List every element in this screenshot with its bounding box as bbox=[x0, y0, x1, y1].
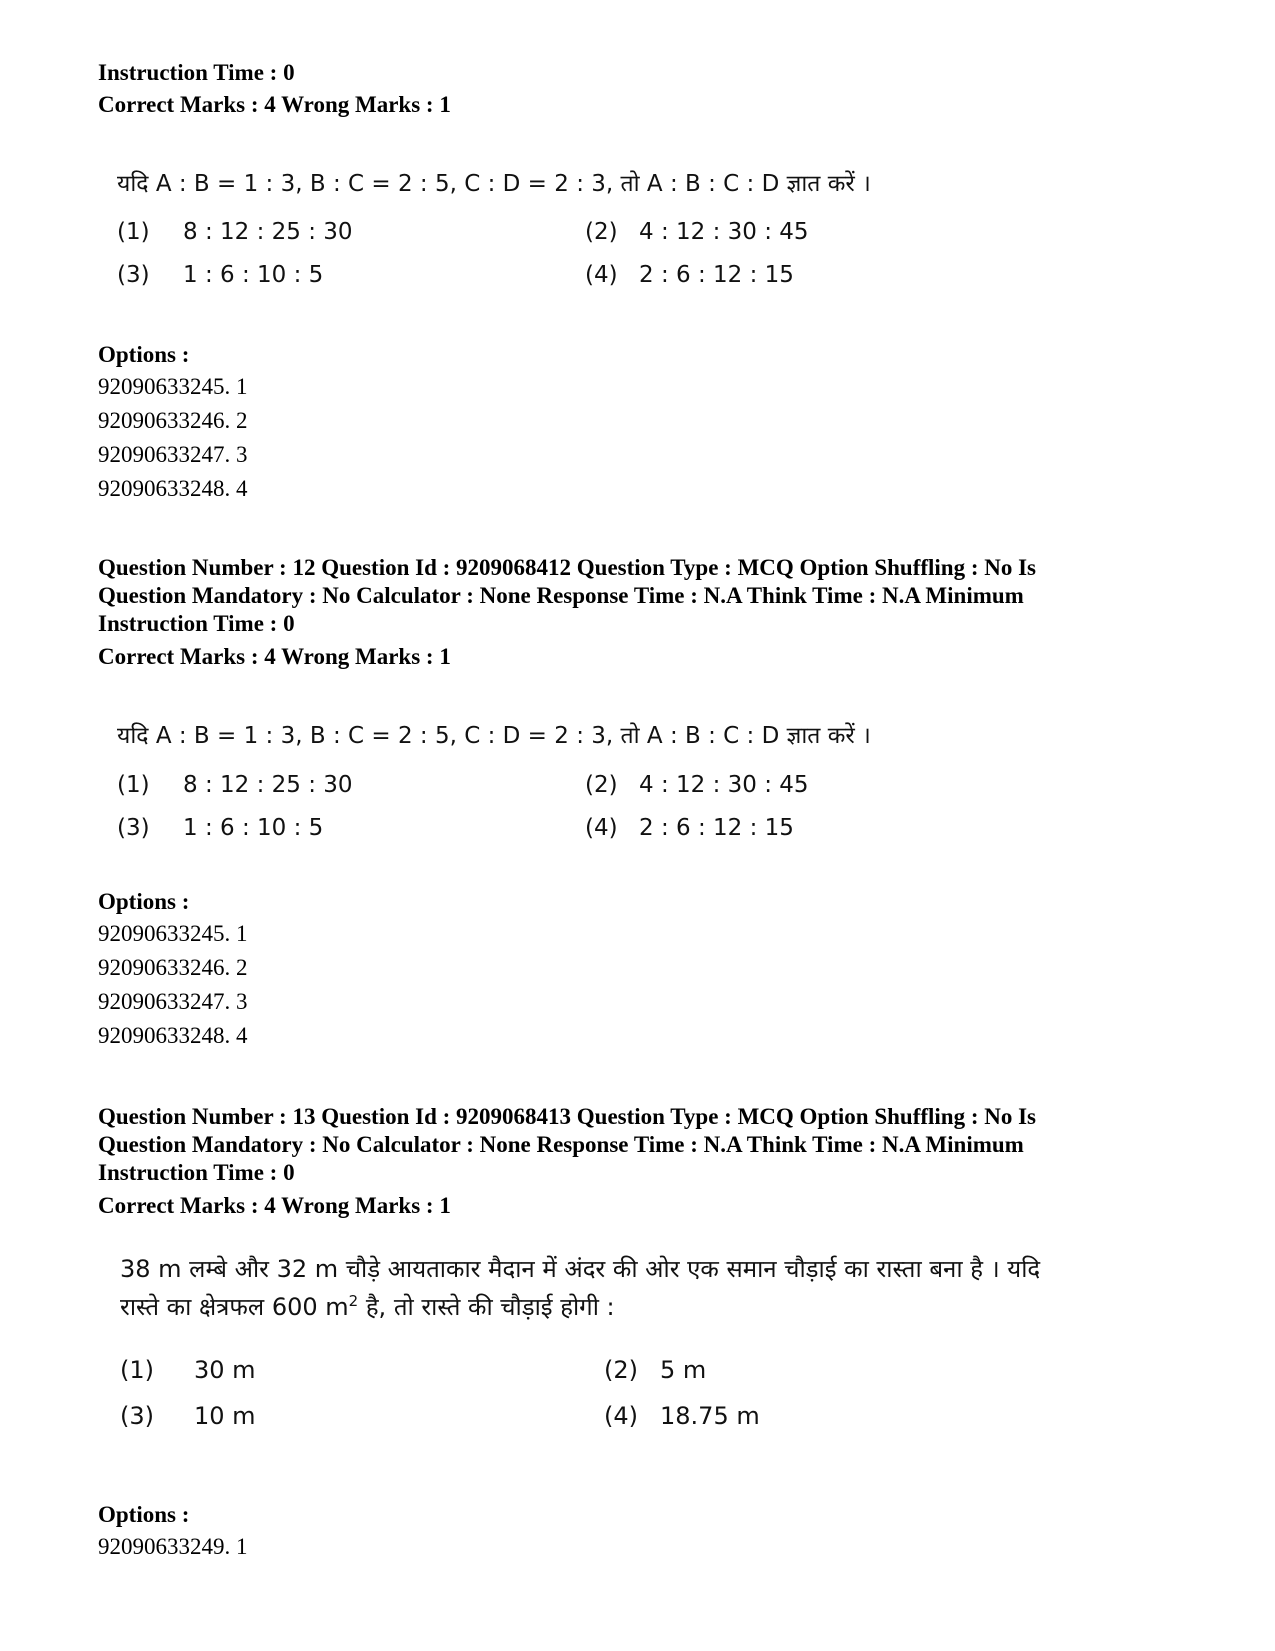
question-text-line2: रास्ते का क्षेत्रफल 600 $m^2$ है, तो रास्ते की चौड़ाई होगी : bbox=[120, 1292, 615, 1321]
options-label: Options : bbox=[98, 889, 190, 914]
instruction-time: Instruction Time : 0 bbox=[98, 60, 295, 85]
choice-2: (2) 4 : 12 : 30 : 45 bbox=[585, 772, 809, 798]
choice-4: (4) 18.75 m bbox=[604, 1402, 760, 1430]
question-header-line1: Question Number : 13 Question Id : 9209068413 Question Type : MCQ Option Shuffling : No Is bbox=[98, 1104, 1037, 1129]
instruction-time: Instruction Time : 0 bbox=[98, 611, 295, 636]
option-item: 92090633246. 2 bbox=[98, 408, 248, 433]
question-text: यदि A : B = 1 : 3, B : C = 2 : 5, C : D = 2 : 3, तो A : B : C : D ज्ञात करें । bbox=[117, 723, 871, 749]
instruction-time: Instruction Time : 0 bbox=[98, 1160, 295, 1185]
option-item: 92090633248. 4 bbox=[98, 1023, 248, 1048]
question-header-line2: Question Mandatory : No Calculator : None Response Time : N.A Think Time : N.A Minimum bbox=[98, 1132, 1024, 1157]
question-text-line1: 38 m लम्बे और 32 m चौड़े आयताकार मैदान में अंदर की ओर एक समान चौड़ाई का रास्ता बना है । यदि bbox=[120, 1255, 1041, 1283]
option-item: 92090633248. 4 bbox=[98, 476, 248, 501]
choice-4: (4) 2 : 6 : 12 : 15 bbox=[585, 262, 794, 288]
choice-1: (1) 30 m bbox=[120, 1356, 256, 1384]
choice-1: (1) 8 : 12 : 25 : 30 bbox=[117, 772, 353, 798]
question-text: यदि A : B = 1 : 3, B : C = 2 : 5, C : D = 2 : 3, तो A : B : C : D ज्ञात करें । bbox=[117, 171, 871, 197]
option-item: 92090633247. 3 bbox=[98, 442, 248, 467]
option-item: 92090633249. 1 bbox=[98, 1534, 248, 1559]
options-label: Options : bbox=[98, 1502, 190, 1527]
choice-1: (1) 8 : 12 : 25 : 30 bbox=[117, 219, 353, 245]
choice-3: (3) 1 : 6 : 10 : 5 bbox=[117, 815, 324, 841]
option-item: 92090633247. 3 bbox=[98, 989, 248, 1014]
option-item: 92090633245. 1 bbox=[98, 921, 248, 946]
marks-line: Correct Marks : 4 Wrong Marks : 1 bbox=[98, 92, 451, 117]
option-item: 92090633245. 1 bbox=[98, 374, 248, 399]
choice-3: (3) 1 : 6 : 10 : 5 bbox=[117, 262, 324, 288]
choice-2: (2) 5 m bbox=[604, 1356, 707, 1384]
marks-line: Correct Marks : 4 Wrong Marks : 1 bbox=[98, 644, 451, 669]
marks-line: Correct Marks : 4 Wrong Marks : 1 bbox=[98, 1193, 451, 1218]
options-label: Options : bbox=[98, 342, 190, 367]
option-item: 92090633246. 2 bbox=[98, 955, 248, 980]
question-header-line2: Question Mandatory : No Calculator : None Response Time : N.A Think Time : N.A Minimum bbox=[98, 583, 1024, 608]
question-header-line1: Question Number : 12 Question Id : 9209068412 Question Type : MCQ Option Shuffling : No Is bbox=[98, 555, 1037, 580]
choice-3: (3) 10 m bbox=[120, 1402, 256, 1430]
choice-4: (4) 2 : 6 : 12 : 15 bbox=[585, 815, 794, 841]
choice-2: (2) 4 : 12 : 30 : 45 bbox=[585, 219, 809, 245]
